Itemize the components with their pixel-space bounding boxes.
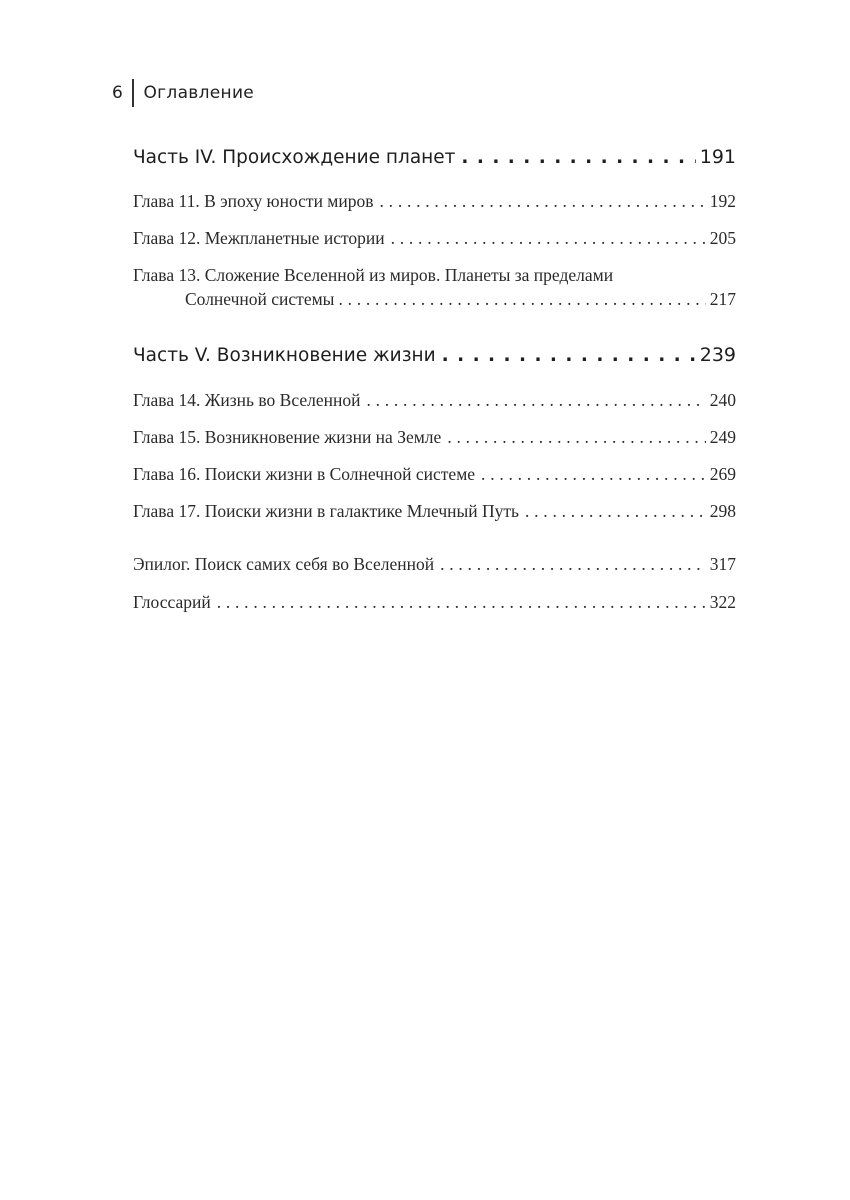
toc-chapter-11-title: Глава 11. В эпоху юности миров	[133, 191, 374, 211]
toc-chapter-16[interactable]	[133, 464, 736, 485]
dot-leader	[380, 191, 706, 212]
toc-chapter-13-page: 217	[709, 289, 736, 309]
dot-leader	[338, 289, 705, 310]
dot-leader	[442, 345, 696, 366]
toc-part-5-page: 239	[699, 344, 736, 366]
toc-chapter-14-page: 240	[709, 390, 736, 410]
toc-chapter-11[interactable]	[133, 191, 736, 212]
dot-leader	[461, 147, 695, 168]
toc-chapter-17-page: 298	[709, 501, 736, 521]
toc-chapter-16-page: 269	[709, 464, 736, 484]
toc-chapter-13-title-line-1: Глава 13. Сложение Вселенной из миров. Планеты за пределами	[133, 265, 614, 285]
dot-leader	[217, 592, 706, 613]
toc-chapter-15-title: Глава 15. Возникновение жизни на Земле	[133, 427, 442, 447]
toc-chapter-12-title: Глава 12. Межпланетные истории	[133, 228, 385, 248]
toc-chapter-17[interactable]	[133, 501, 736, 522]
toc-glossary-title: Глоссарий	[133, 592, 211, 612]
running-title: Оглавление	[143, 83, 255, 103]
toc-part-4-title: Часть IV. Происхождение планет	[133, 147, 456, 168]
toc-chapter-13[interactable]	[133, 265, 736, 310]
dot-leader	[525, 501, 706, 522]
toc-chapter-16-title: Глава 16. Поиски жизни в Солнечной системе	[133, 464, 476, 484]
toc-part-5[interactable]	[133, 344, 736, 366]
toc-chapter-13-title-line-2: Солнечной системы	[185, 289, 335, 309]
toc-chapter-17-title: Глава 17. Поиски жизни в галактике Млечный Путь	[133, 501, 519, 521]
dot-leader	[366, 390, 705, 411]
toc-glossary[interactable]	[133, 592, 736, 613]
toc-epilogue-page: 317	[709, 554, 736, 574]
table-of-contents	[133, 0, 736, 1200]
toc-part-4[interactable]	[133, 146, 736, 168]
toc-chapter-12[interactable]	[133, 228, 736, 249]
toc-chapter-14[interactable]	[133, 390, 736, 411]
toc-part-5-title: Часть V. Возникновение жизни	[133, 345, 436, 366]
page-number: 6	[112, 83, 123, 103]
toc-chapter-12-page: 205	[709, 228, 736, 248]
toc-chapter-15[interactable]	[133, 427, 736, 448]
toc-part-4-page: 191	[699, 146, 736, 168]
toc-epilogue[interactable]	[133, 554, 736, 575]
toc-epilogue-title: Эпилог. Поиск самих себя во Вселенной	[133, 554, 435, 574]
dot-leader	[440, 554, 706, 575]
toc-chapter-11-page: 192	[709, 191, 736, 211]
dot-leader	[391, 228, 706, 249]
toc-glossary-page: 322	[709, 592, 736, 612]
toc-chapter-15-page: 249	[709, 427, 736, 447]
dot-leader	[447, 427, 705, 448]
dot-leader	[481, 464, 706, 485]
toc-chapter-14-title: Глава 14. Жизнь во Вселенной	[133, 390, 361, 410]
